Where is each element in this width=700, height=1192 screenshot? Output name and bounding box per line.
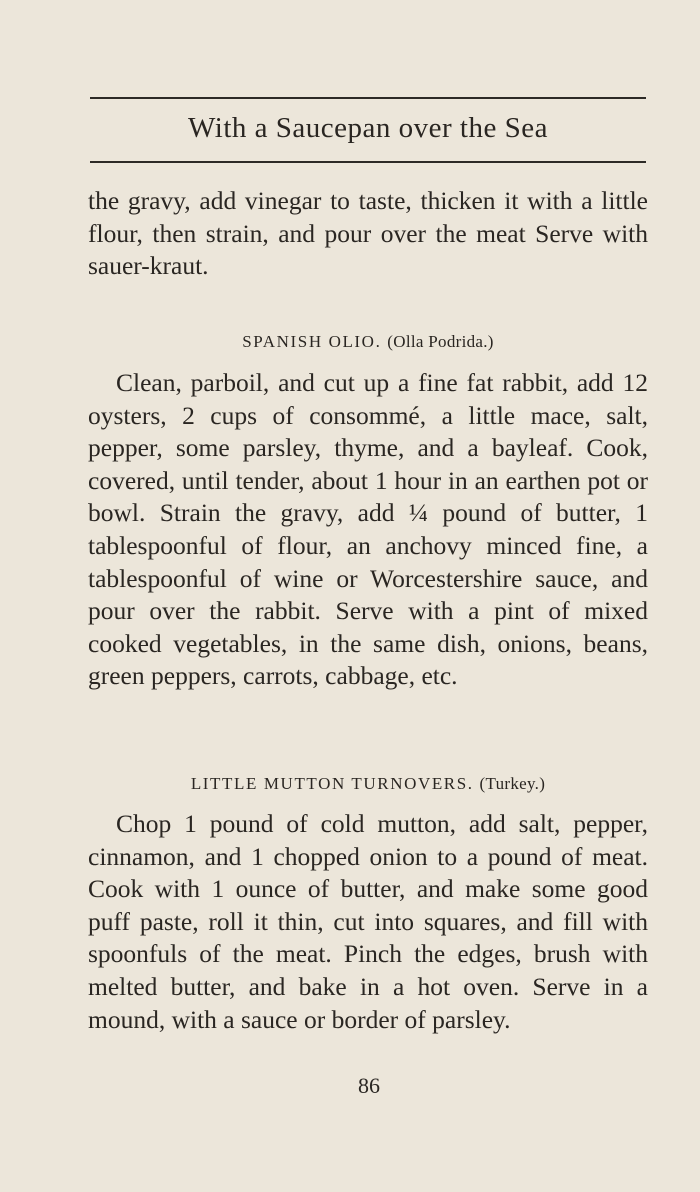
header-rule-top bbox=[90, 97, 646, 99]
recipe-heading-spanish-olio bbox=[88, 332, 648, 352]
header-rule-bottom bbox=[90, 161, 646, 163]
recipe-heading-mutton-turnovers bbox=[88, 774, 648, 794]
page-number: 86 bbox=[358, 1073, 380, 1098]
running-head: With a Saucepan over the Sea bbox=[188, 112, 548, 144]
recipe-title: SPANISH OLIO. bbox=[242, 332, 382, 351]
recipe-subtitle: (Olla Podrida.) bbox=[387, 332, 494, 351]
continuation-paragraph: the gravy, add vinegar to taste, thicken it with a little flour, then strain, and pour over the meat Serve with sauer-kraut. bbox=[88, 186, 648, 281]
recipe-title: LITTLE MUTTON TURNOVERS. bbox=[190, 774, 474, 793]
recipe-body-spanish-olio: Clean, parboil, and cut up a fine fat rabbit, add 12 oysters, 2 cups of consommé, a little mace, salt, pepper, some parsley, thyme, and a bayleaf. Cook, covered, until tender, about 1 hour in an earthen pot or bowl. Strain the gravy, add ¼ pound of butter, 1 tablespoonful of flour, an anchovy minced fine, a tablespoonful of wine or Worcestershire sauce, and pour over the rabbit. Serve with a pint of mixed cooked vegetables, in the same dish, onions, beans, green peppers, carrots, cabbage, etc. bbox=[88, 368, 648, 691]
recipe-body-mutton-turnovers: Chop 1 pound of cold mutton, add salt, pepper, cinnamon, and 1 chopped onion to a pound of meat. Cook with 1 ounce of butter, and make some good puff paste, roll it thin, cut into squares, and fill with spoonfuls of the meat. Pinch the edges, brush with melted butter, and bake in a hot oven. Serve in a mound, with a sauce or border of parsley. bbox=[88, 809, 648, 1034]
recipe-subtitle: (Turkey.) bbox=[479, 774, 546, 793]
